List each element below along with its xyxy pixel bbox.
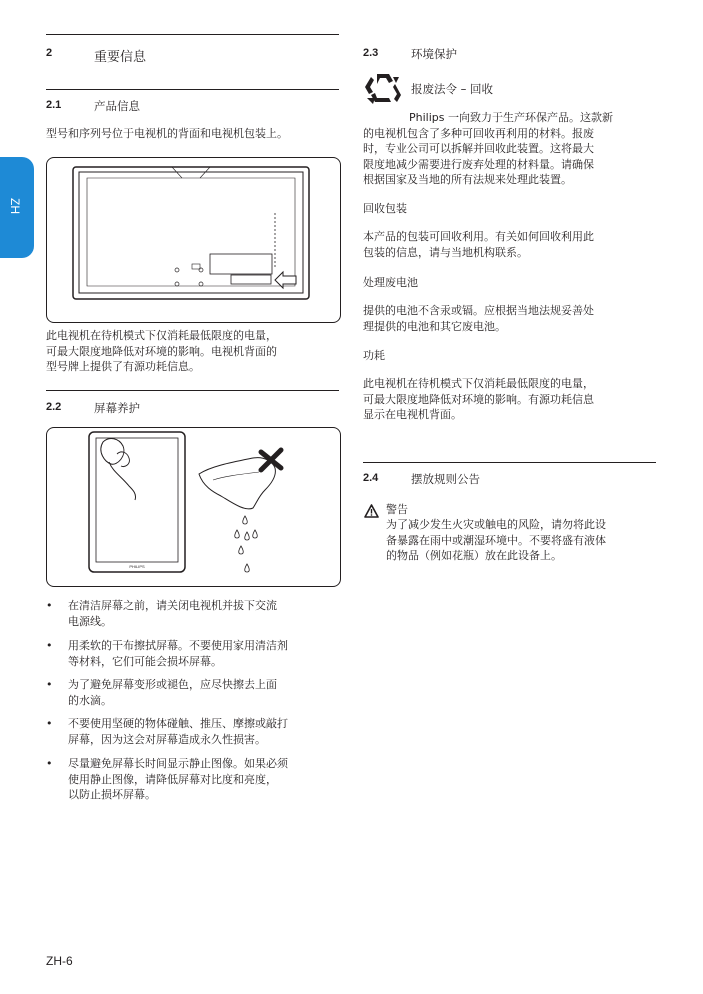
body-line: 限度地减少需要进行废弃处理的材料量。请确保 [363, 157, 594, 171]
caption-line: 可最大限度地降低对环境的影响。电视机背面的 [46, 344, 277, 358]
body-line: 提供的电池不含汞或镉。应根据当地法规妥善处 [363, 304, 594, 317]
language-tab-label: ZH [8, 198, 22, 214]
body-line: 理提供的电池和其它废电池。 [363, 319, 506, 333]
battery-text [363, 303, 663, 334]
bullet-marker: • [46, 717, 53, 730]
bullet-marker: • [46, 639, 53, 652]
tv-back-drawing [47, 158, 340, 322]
body-line: 备暴露在雨中或潮湿环境中。不要将盛有液体 [386, 533, 606, 547]
body-line: 包装的信息，请与当地机构联系。 [363, 245, 528, 259]
divider [46, 34, 339, 35]
list-item-line: 等材料，它们可能会损坏屏幕。 [68, 654, 222, 668]
bullet-marker: • [46, 599, 53, 612]
body-line: 可最大限度地降低对环境的影响。有源功耗信息 [363, 392, 594, 406]
standby-caption [46, 328, 342, 375]
warning-text [386, 517, 676, 564]
divider [46, 390, 339, 391]
language-tab [0, 157, 34, 258]
body-line: 的物品（例如花瓶）放在此设备上。 [386, 549, 562, 562]
recycle-heading: 报废法令 – 回收 [411, 82, 494, 96]
caption-line: 此电视机在待机模式下仅消耗最低限度的电量， [46, 329, 277, 342]
screen-care-drawing [47, 428, 340, 586]
body-line: 本产品的包装可回收利用。有关如何回收利用此 [363, 230, 594, 243]
battery-heading: 处理废电池 [363, 276, 418, 289]
body-line: 显示在电视机背面。 [363, 408, 462, 421]
power-heading: 功耗 [363, 349, 385, 362]
section-2-2-title: 屏幕养护 [94, 401, 140, 415]
body-line: 为了减少发生火灾或触电的风险，请勿将此设 [386, 518, 606, 531]
list-item [46, 756, 342, 804]
packaging-heading: 回收包装 [363, 202, 407, 215]
list-item-line: 尽量避免屏幕长时间显示静止图像。如果必须 [68, 757, 288, 770]
list-item-line: 电源线。 [68, 614, 112, 628]
list-item-line: 以防止损坏屏幕。 [68, 788, 156, 801]
divider [46, 89, 339, 90]
recycle-icon [363, 68, 403, 108]
warning-icon [364, 503, 379, 517]
caption-line: 型号牌上提供了有源功耗信息。 [46, 360, 200, 373]
list-item [46, 716, 342, 748]
section-2-3-number: 2.3 [363, 47, 379, 59]
list-item [46, 638, 342, 670]
body-line: 时，专业公司可以拆解并回收此装置。这将最大 [363, 142, 594, 155]
list-item-line: 为了避免屏幕变形或褪色，应尽快擦去上面 [68, 678, 277, 691]
list-item-line: 在清洁屏幕之前，请关闭电视机并拔下交流 [68, 599, 277, 612]
product-info-text: 型号和序列号位于电视机的背面和电视机包装上。 [46, 127, 288, 140]
section-2-1-title: 产品信息 [94, 99, 140, 113]
body-line: 的电视机包含了多种可回收再利用的材料。报废 [363, 126, 594, 140]
page-number: ZH-6 [46, 954, 73, 968]
recycle-body [363, 110, 663, 188]
list-item-line: 使用静止图像，请降低屏幕对比度和亮度， [68, 772, 277, 786]
section-2-number: 2 [46, 47, 53, 59]
body-line: 根据国家及当地的所有法规来处理此装置。 [363, 173, 572, 186]
warning-label: 警告 [386, 503, 408, 516]
tv-back-illustration [46, 157, 341, 323]
list-item-line: 不要使用坚硬的物体碰触、推压、摩擦或敲打 [68, 717, 288, 730]
list-item [46, 677, 342, 709]
list-item-line: 用柔软的干布擦拭屏幕。不要使用家用清洁剂 [68, 639, 288, 652]
bullet-marker: • [46, 757, 53, 770]
section-2-2-number: 2.2 [46, 401, 62, 413]
list-item-line: 屏幕，因为这会对屏幕造成永久性损害。 [68, 732, 266, 746]
screen-care-illustration [46, 427, 341, 587]
section-2-title: 重要信息 [94, 50, 147, 65]
divider [363, 462, 656, 463]
body-line: Philips 一向致力于生产环保产品。这款新 [409, 111, 613, 124]
tv-brand-label: PHILIPS [129, 564, 145, 569]
section-2-4-title: 摆放规则公告 [411, 472, 480, 486]
power-text [363, 376, 663, 423]
list-item-line: 的水滴。 [68, 693, 112, 707]
body-line: 此电视机在待机模式下仅消耗最低限度的电量， [363, 377, 594, 390]
section-2-1-number: 2.1 [46, 99, 62, 111]
list-item [46, 598, 342, 630]
bullet-marker: • [46, 678, 53, 691]
section-2-4-number: 2.4 [363, 472, 379, 484]
packaging-text [363, 229, 663, 260]
section-2-3-title: 环境保护 [411, 47, 457, 61]
